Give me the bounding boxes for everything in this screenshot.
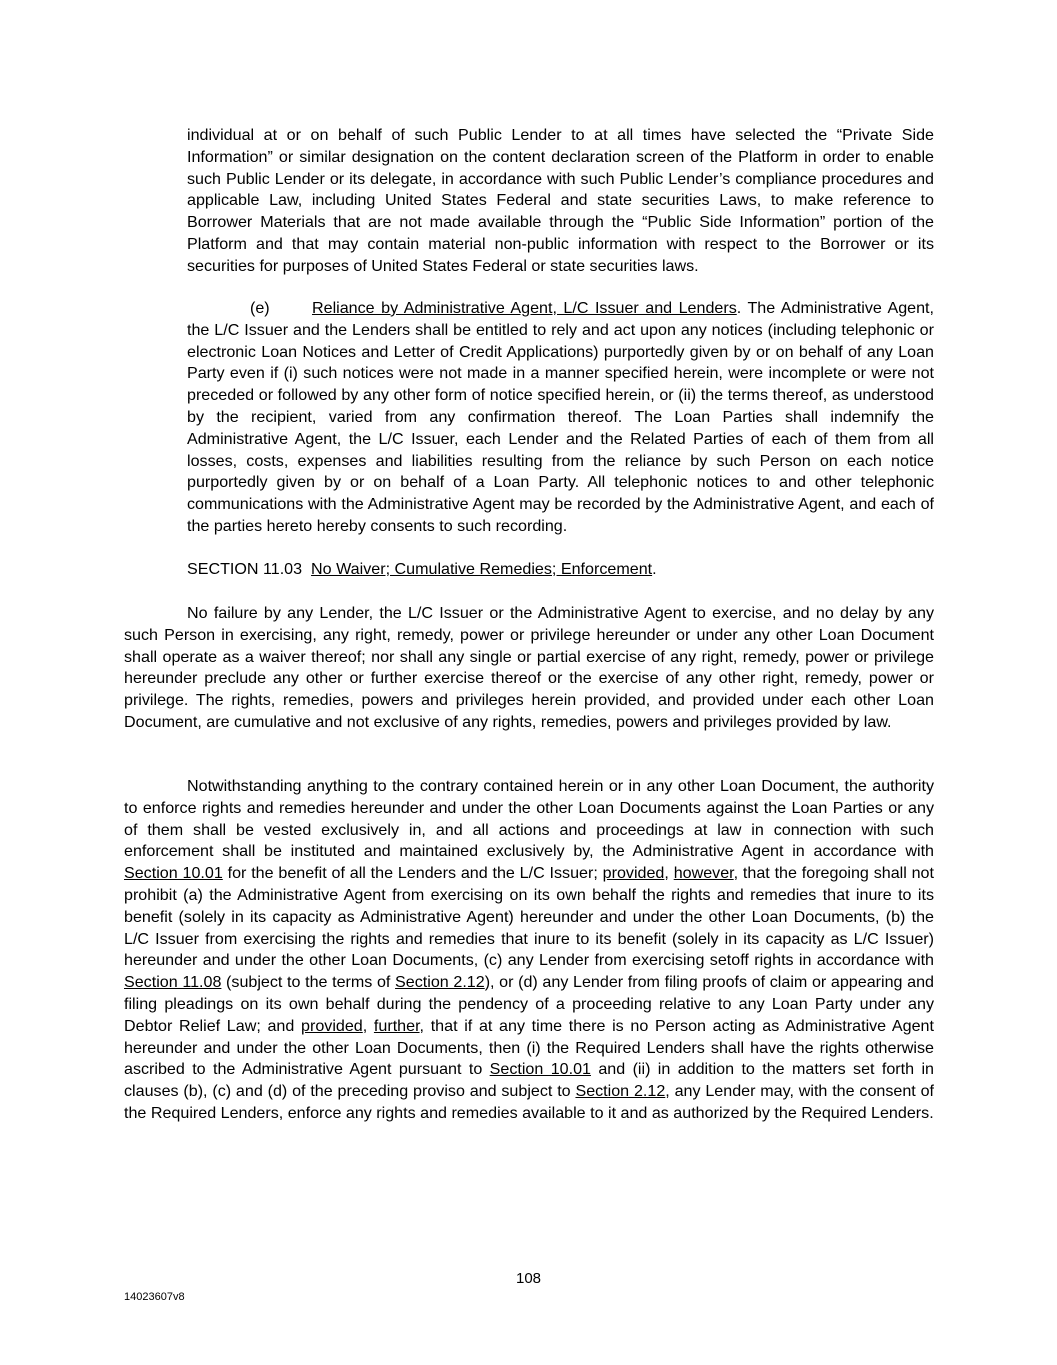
notwithstanding-paragraph <box>124 776 934 1125</box>
text-run: and (ii) in addition to the matters set forth in clauses (b), (c) and (d) of the preceding proviso and subject to <box>124 1060 934 1101</box>
further-term: further <box>373 1016 420 1035</box>
text-run: (subject to the terms of <box>221 973 396 992</box>
section-ref-2-12: Section 2.12 <box>395 973 485 992</box>
text-run: , that the foregoing shall not prohibit (a) the Administrative Agent from exercising on its own behalf the rights and remedies that inure to its benefit (solely in its capacity as Administrative Agent) hereunder and under the other Loan Documents, (b) the L/C Issuer from exercising the rights and remedies that inure to its benefit (solely in its capacity as L/C Issuer) hereunder and under the other Loan Documents, (c) any Lender from exercising setoff rights in accordance with <box>124 864 934 970</box>
however-term: however <box>673 864 734 883</box>
text-run: , <box>362 1016 374 1035</box>
text-run: , any Lender may, with the consent of the Required Lenders, enforce any rights and remedies available to it and as authorized by the Required Lenders. <box>124 1082 935 1122</box>
document-id: 14023607v8 <box>124 1291 185 1303</box>
section-title-end: . <box>652 560 657 578</box>
provided-term: provided <box>602 864 665 883</box>
subsection-e-title: Reliance by Administrative Agent, L/C Issuer and Lenders <box>312 299 737 317</box>
section-ref-10-01: Section 10.01 <box>489 1060 591 1079</box>
text-run: , that if at any time there is no Person acting as Administrative Agent hereunder and under the other Loan Documents, then (i) the Required Lenders shall have the rights otherwise ascribed to the Administrative Agent pursuant to <box>124 1016 934 1079</box>
section-ref-2-12: Section 2.12 <box>575 1082 666 1101</box>
section-ref-11-08: Section 11.08 <box>124 973 222 992</box>
text-run: for the benefit of all the Lenders and the L/C Issuer; <box>222 864 603 883</box>
section-ref-10-01: Section 10.01 <box>124 864 223 883</box>
text-run: Notwithstanding anything to the contrary contained herein or in any other Loan Document, the authority to enforce rights and remedies hereunder and under the other Loan Documents against the Loan Parties or any of them shall be vested exclusively in, and all actions and proceedings at law in connection with such enforcement shall be instituted and maintained exclusively by, the Administrative Agent in accordance with <box>124 777 934 861</box>
section-number: SECTION 11.03 <box>187 560 303 578</box>
subsection-e-text: The Administrative Agent, the L/C Issuer and the Lenders shall be entitled to rely and act upon any notices (including telephonic or electronic Loan Notices and Letter of Credit Applications) purportedly given by or on behalf of any Loan Party even if (i) such notices were not made in a manner specified herein, were incomplete or were not preceded or followed by any other form of notice specified herein, or (ii) the terms thereof, as understood by the recipient, varied from any confirmation thereof. The Loan Parties shall indemnify the Administrative Agent, the L/C Issuer, each Lender and the Related Parties of each of them from all losses, costs, expenses and liabilities resulting from the reliance by such Person on each notice purportedly given by or on behalf of a Loan Party. All telephonic notices to and other telephonic communications with the Administrative Agent may be recorded by the Administrative Agent, and each of the parties hereto hereby consents to such recording. <box>187 299 934 535</box>
subsection-e-title-end: . <box>736 299 742 317</box>
subsection-e-paragraph <box>187 298 934 538</box>
page-number: 108 <box>515 1270 542 1287</box>
section-title: No Waiver; Cumulative Remedies; Enforcement <box>311 560 653 578</box>
provided-term: provided <box>301 1016 363 1035</box>
text-run: , <box>664 864 674 883</box>
no-failure-paragraph: No failure by any Lender, the L/C Issuer or the Administrative Agent to exercise, and no delay by any such Person in exercising, any right, remedy, power or privilege hereunder or under any other Loan Document shall operate as a waiver thereof; nor shall any single or partial exercise of any right, remedy, power or privilege hereunder preclude any other or further exercise thereof or the exercise of any other right, remedy, power or privilege. The rights, remedies, powers and privileges herein provided, and provided under each other Loan Document, are cumulative and not exclusive of any rights, remedies, powers and privileges provided by law. <box>124 604 934 731</box>
subsection-e-label: (e) <box>250 299 270 317</box>
section-heading <box>187 559 657 581</box>
text-run: ), or (d) any Lender from filing proofs of claim or appearing and filing pleadings on its own behalf during the pendency of a proceeding relative to any Loan Party under any Debtor Relief Law; and <box>124 973 934 1035</box>
continuation-paragraph: individual at or on behalf of such Public Lender to at all times have selected the “Private Side Information” or similar designation on the content declaration screen of the Platform in order to enable such Public Lender or its delegate, in accordance with such Public Lender’s compliance procedures and applicable Law, including United States Federal and state securities Laws, to make reference to Borrower Materials that are not made available through the “Public Side Information” portion of the Platform and that may contain material non-public information with respect to the Borrower or its securities for purposes of United States Federal or state securities laws. <box>187 126 934 275</box>
